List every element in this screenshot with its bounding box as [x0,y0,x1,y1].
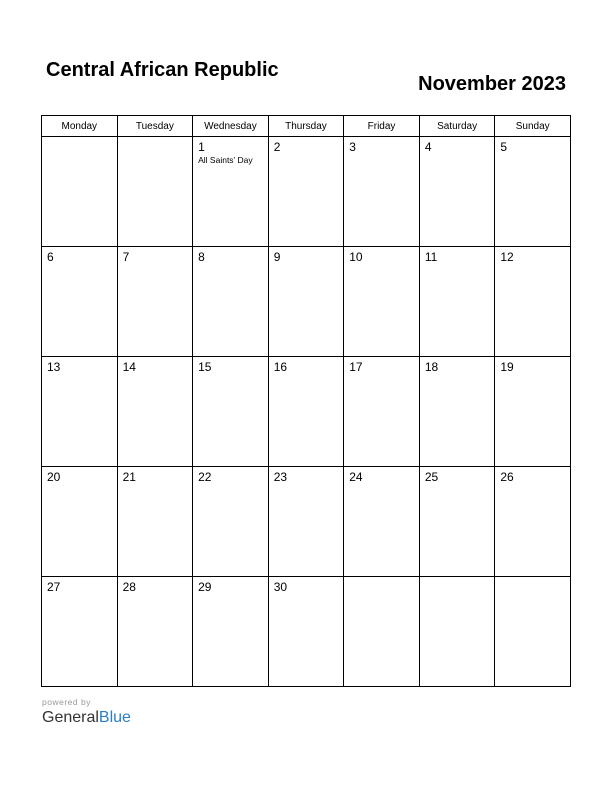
weekday-header: Thursday [268,116,344,137]
holiday-label [42,594,117,595]
day-cell [42,247,118,357]
day-number: 13 [47,360,61,374]
holiday-label [193,374,268,375]
day-cell [268,577,344,687]
powered-by-label: powered by [42,697,91,707]
day-cell [268,247,344,357]
day-cell [268,357,344,467]
day-cell [419,357,495,467]
holiday-label [495,580,570,581]
holiday-label [193,264,268,265]
day-number: 10 [349,250,363,264]
holiday-label [344,154,419,155]
week-row [42,577,571,687]
holiday-label [269,484,344,485]
holiday-label [118,264,193,265]
holiday-label [344,484,419,485]
holiday-label [344,374,419,375]
holiday-label [420,484,495,485]
day-cell [42,357,118,467]
day-number: 6 [47,250,54,264]
logo-text-blue: Blue [98,709,131,726]
holiday-label [42,374,117,375]
holiday-label [420,154,495,155]
holiday-label [42,140,117,141]
day-cell [42,137,118,247]
day-cell [419,577,495,687]
week-row [42,137,571,247]
day-number: 9 [273,250,281,264]
day-cell [495,357,571,467]
day-number: 21 [122,470,136,484]
holiday-label [269,594,344,595]
day-number: 25 [424,470,439,484]
holiday-label [42,484,117,485]
holiday-label [193,594,268,595]
day-cell [193,577,269,687]
day-number: 27 [47,580,61,594]
day-number: 30 [273,580,288,594]
day-number: 12 [500,250,514,264]
day-cell [344,577,420,687]
day-cell [42,577,118,687]
day-number: 18 [424,360,439,374]
day-number: 23 [273,470,288,484]
day-cell [117,357,193,467]
day-cell [495,577,571,687]
day-cell [42,467,118,577]
day-cell [495,137,571,247]
day-number: 15 [198,360,212,374]
holiday-label [495,264,570,265]
weekday-header: Friday [344,116,420,137]
weekday-header: Monday [42,116,118,137]
weekday-header: Sunday [495,116,571,137]
day-cell [344,467,420,577]
holiday-label [420,264,495,265]
day-cell [495,247,571,357]
holiday-label [118,484,193,485]
holiday-label [344,264,419,265]
calendar-grid [41,115,571,687]
day-cell [117,137,193,247]
day-cell [344,137,420,247]
day-number: 28 [122,580,136,594]
country-title: Central African Republic [46,59,279,81]
holiday-label [42,264,117,265]
holiday-label [495,154,570,155]
holiday-label [193,484,268,485]
day-cell [193,357,269,467]
day-cell [344,247,420,357]
weekday-header-row [42,116,571,137]
day-cell [117,247,193,357]
day-number: 1 [198,140,205,154]
day-number: 3 [349,140,356,154]
holiday-label [118,594,193,595]
day-cell [495,467,571,577]
day-cell [419,467,495,577]
day-number: 14 [122,360,136,374]
day-number: 7 [122,250,130,264]
day-cell [193,137,269,247]
weekday-header: Saturday [419,116,495,137]
day-number: 8 [198,250,205,264]
week-row [42,247,571,357]
day-number: 29 [198,580,212,594]
day-number: 20 [47,470,61,484]
day-number: 16 [273,360,288,374]
footer-branding [42,697,131,728]
day-number: 26 [500,470,514,484]
logo-text-general: General [42,709,99,726]
day-cell [344,357,420,467]
holiday-label [495,484,570,485]
holiday-label [269,374,344,375]
day-cell [419,137,495,247]
holiday-label [118,374,193,375]
holiday-label [269,264,344,265]
holiday-label [269,154,344,155]
day-number: 24 [349,470,363,484]
day-number: 4 [424,140,432,154]
day-cell [193,467,269,577]
holiday-label [420,374,495,375]
day-number: 19 [500,360,514,374]
holiday-label [420,580,495,581]
month-year-title: November 2023 [418,73,566,95]
day-number: 22 [198,470,212,484]
holiday-label [344,580,419,581]
day-cell [193,247,269,357]
day-number: 2 [273,140,281,154]
weekday-header: Wednesday [193,116,269,137]
day-number: 5 [500,140,508,154]
day-cell [268,137,344,247]
generalblue-logo[interactable] [42,708,131,728]
holiday-label: All Saints’ Day [198,155,253,165]
day-cell [268,467,344,577]
day-cell [419,247,495,357]
day-number: 11 [424,250,438,264]
holiday-label [495,374,570,375]
week-row [42,467,571,577]
week-row [42,357,571,467]
holiday-label [118,140,193,141]
day-number: 17 [349,360,363,374]
day-cell [117,467,193,577]
day-cell [117,577,193,687]
weekday-header: Tuesday [117,116,193,137]
